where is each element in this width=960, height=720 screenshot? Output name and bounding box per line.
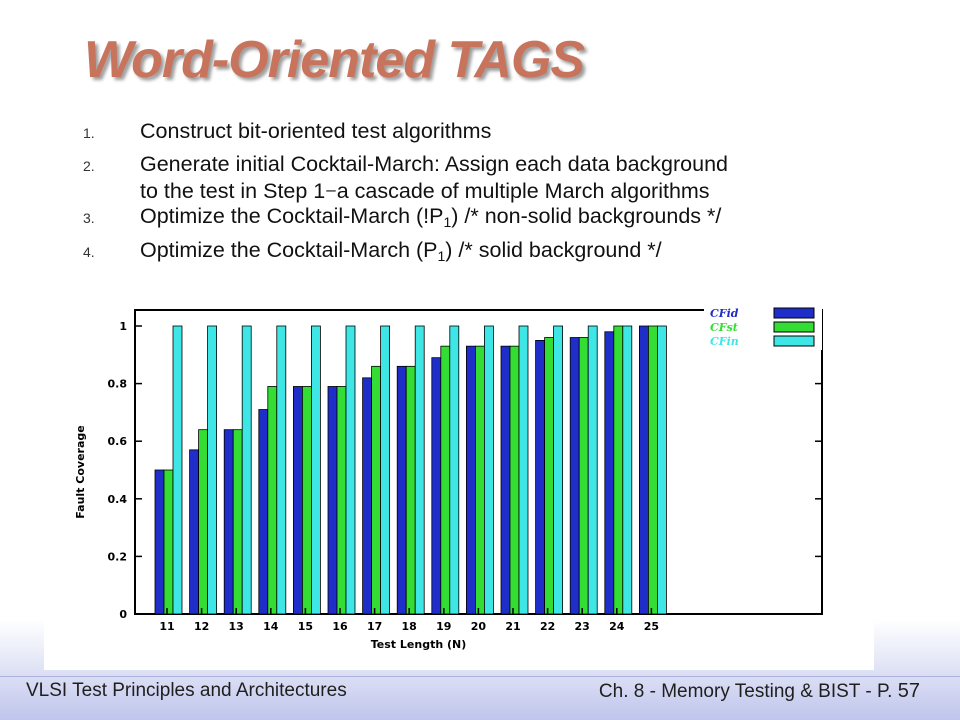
x-tick-label: 16 (332, 620, 348, 633)
x-tick-label: 23 (574, 620, 590, 633)
bar-cfin (311, 326, 320, 614)
step-dash: – (326, 180, 336, 199)
bar-cfid (363, 378, 372, 614)
step-number: 1. (83, 125, 95, 141)
slide-title: Word-Oriented TAGS (84, 31, 585, 89)
step-text: Generate initial Cocktail-March: Assign each data background (140, 152, 728, 176)
x-tick-label: 25 (643, 620, 660, 633)
bar-cfid (639, 326, 648, 614)
step-text-tail: a cascade of multiple March algorithms (336, 179, 710, 203)
fault-coverage-chart (44, 298, 874, 670)
x-tick-label: 11 (159, 620, 175, 633)
step-text: Optimize the Cocktail-March (P (140, 238, 438, 262)
bar-cfin (519, 326, 528, 614)
y-tick-label: 0.4 (107, 492, 127, 506)
step-text-continued: to the test in Step 1 (140, 179, 326, 203)
bar-cfin (484, 326, 493, 614)
footer-divider (0, 676, 960, 677)
chart-svg (44, 298, 874, 670)
bar-cfst (233, 430, 242, 614)
bar-cfst (406, 366, 415, 614)
bar-cfin (623, 326, 632, 614)
y-tick-label: 0.6 (107, 435, 127, 449)
steps-list (80, 118, 900, 262)
x-tick-label: 22 (539, 620, 556, 633)
bar-cfid (328, 386, 337, 614)
step-subscript: 1 (443, 214, 452, 230)
step-text: Optimize the Cocktail-March (!P (140, 204, 444, 228)
bar-cfin (554, 326, 563, 614)
footer-page-info (599, 680, 920, 703)
bar-cfin (208, 326, 217, 614)
x-tick-label: 20 (470, 620, 487, 633)
bar-cfid (432, 358, 441, 614)
x-tick-label: 14 (263, 620, 279, 633)
bar-cfin (415, 326, 424, 614)
bar-cfin (346, 326, 355, 614)
bar-cfst (268, 386, 277, 614)
legend-label: CFin (710, 335, 739, 348)
bar-cfst (337, 386, 346, 614)
bar-cfin (277, 326, 286, 614)
bar-cfst (441, 346, 450, 614)
bar-cfid (293, 386, 302, 614)
y-tick-label: 0.8 (107, 377, 127, 391)
bar-cfst (648, 326, 657, 614)
x-tick-label: 18 (401, 620, 417, 633)
bar-cfid (570, 338, 579, 614)
x-tick-label: 13 (228, 620, 244, 633)
bar-cfin (450, 326, 459, 614)
legend-swatch (774, 336, 814, 346)
x-tick-label: 21 (505, 620, 521, 633)
x-tick-label: 15 (297, 620, 314, 633)
bar-cfst (199, 430, 208, 614)
footer-chapter: Ch. 8 - Memory Testing & BIST - P. (598, 681, 893, 702)
bar-cfid (605, 332, 614, 614)
bar-cfst (475, 346, 484, 614)
x-tick-label: 12 (193, 620, 210, 633)
step-number: 3. (83, 210, 95, 226)
step-text: Construct bit-oriented test algorithms (140, 119, 492, 143)
bar-cfst (372, 366, 381, 614)
step-subscript: 1 (437, 248, 446, 262)
bar-cfst (614, 326, 623, 614)
bar-cfin (588, 326, 597, 614)
y-tick-label: 1 (119, 320, 127, 333)
bar-cfst (302, 386, 311, 614)
bar-cfin (242, 326, 251, 614)
footer-course: VLSI Test Principles and Architectures (26, 680, 347, 701)
legend-label: CFst (710, 321, 738, 334)
bar-cfst (545, 338, 554, 614)
step-text-tail: ) /* non-solid backgrounds */ (451, 204, 722, 228)
x-tick-label: 19 (436, 620, 452, 633)
bar-cfid (536, 340, 545, 614)
bar-cfst (164, 470, 173, 614)
step-text-tail: ) /* solid background */ (445, 238, 662, 262)
legend-label: CFid (710, 307, 739, 320)
bar-cfid (155, 470, 164, 614)
y-tick-label: 0 (119, 608, 127, 621)
step-item (80, 151, 900, 203)
page-number: 57 (897, 680, 920, 702)
step-item (80, 118, 900, 151)
legend-swatch (774, 322, 814, 332)
step-item (80, 237, 900, 262)
bar-cfin (657, 326, 666, 614)
x-tick-label: 17 (366, 620, 383, 633)
bar-cfin (173, 326, 182, 614)
bar-cfst (510, 346, 519, 614)
y-axis-label: Fault Coverage (74, 425, 87, 519)
x-tick-label: 24 (609, 620, 625, 633)
bar-cfid (466, 346, 475, 614)
bar-cfid (259, 410, 268, 614)
step-number: 2. (83, 158, 95, 174)
bar-cfid (224, 430, 233, 614)
bar-cfin (381, 326, 390, 614)
bar-cfst (579, 338, 588, 614)
bar-cfid (190, 450, 199, 614)
bar-cfid (397, 366, 406, 614)
bar-cfid (501, 346, 510, 614)
step-item (80, 203, 900, 237)
x-axis-label: Test Length (N) (370, 638, 467, 651)
step-number: 4. (83, 244, 95, 260)
legend-swatch (774, 308, 814, 318)
y-tick-label: 0.2 (107, 550, 127, 564)
